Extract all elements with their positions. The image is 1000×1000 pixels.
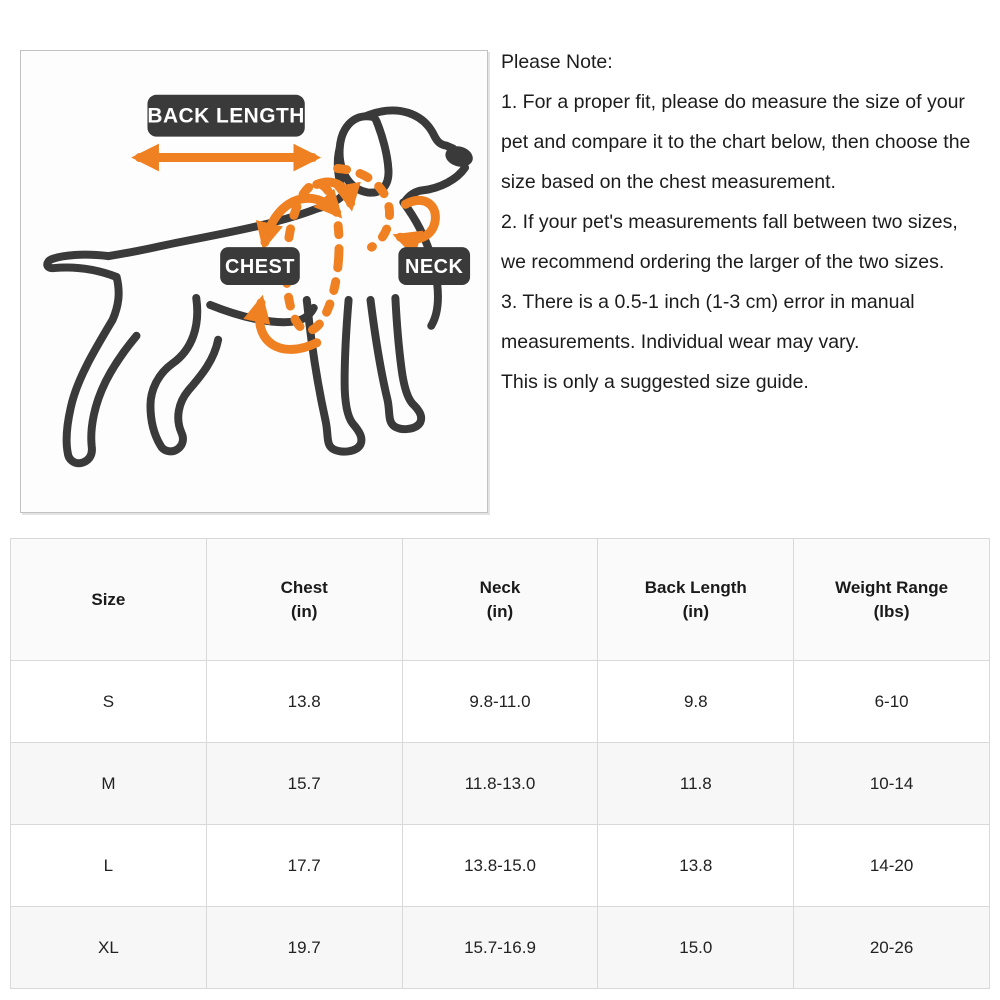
cell-weight-range: 10-14 (794, 743, 990, 825)
table-row-xl (11, 907, 990, 989)
cell-chest: 17.7 (206, 825, 402, 907)
column-header-neck: Neck (in) (402, 539, 598, 661)
note-line: size based on the chest measurement. (501, 171, 836, 193)
header-row (11, 539, 990, 661)
cell-size: S (11, 661, 207, 743)
cell-weight-range: 14-20 (794, 825, 990, 907)
cell-back-length: 15.0 (598, 907, 794, 989)
dog-diagram-svg (21, 51, 487, 512)
note-line: measurements. Individual wear may vary. (501, 331, 860, 353)
note-line: pet and compare it to the chart below, then choose the (501, 131, 971, 153)
back-length-label: BACK LENGTH (147, 104, 305, 128)
cell-chest: 15.7 (206, 743, 402, 825)
column-header-back-length: Back Length (in) (598, 539, 794, 661)
dog-outline-drawing (47, 111, 475, 464)
note-line: we recommend ordering the larger of the two sizes. (501, 251, 945, 273)
cell-back-length: 11.8 (598, 743, 794, 825)
chest-label: CHEST (224, 256, 295, 279)
cell-size: XL (11, 907, 207, 989)
cell-size: L (11, 825, 207, 907)
column-header-chest: Chest (in) (206, 539, 402, 661)
dog-ear (340, 116, 389, 192)
neck-label: NECK (405, 256, 464, 279)
cell-chest: 13.8 (206, 661, 402, 743)
table-row-s (11, 661, 990, 743)
cell-neck: 15.7-16.9 (402, 907, 598, 989)
notes-block (501, 42, 996, 402)
cell-neck: 9.8-11.0 (402, 661, 598, 743)
dog-measurement-diagram (20, 50, 488, 513)
cell-neck: 11.8-13.0 (402, 743, 598, 825)
cell-back-length: 9.8 (598, 661, 794, 743)
cell-neck: 13.8-15.0 (402, 825, 598, 907)
table-row-m (11, 743, 990, 825)
note-line: 3. There is a 0.5-1 inch (1-3 cm) error in manual (501, 291, 915, 313)
column-header-size: Size (11, 539, 207, 661)
cell-chest: 19.7 (206, 907, 402, 989)
cell-weight-range: 20-26 (794, 907, 990, 989)
cell-back-length: 13.8 (598, 825, 794, 907)
note-line: 1. For a proper fit, please do measure the size of your (501, 91, 965, 113)
cell-weight-range: 6-10 (794, 661, 990, 743)
note-line: This is only a suggested size guide. (501, 371, 809, 393)
notes-title: Please Note: (501, 51, 613, 73)
table-row-l (11, 825, 990, 907)
cell-size: M (11, 743, 207, 825)
column-header-weight-range: Weight Range (lbs) (794, 539, 990, 661)
size-chart-table (10, 538, 990, 989)
note-line: 2. If your pet's measurements fall between two sizes, (501, 211, 958, 233)
